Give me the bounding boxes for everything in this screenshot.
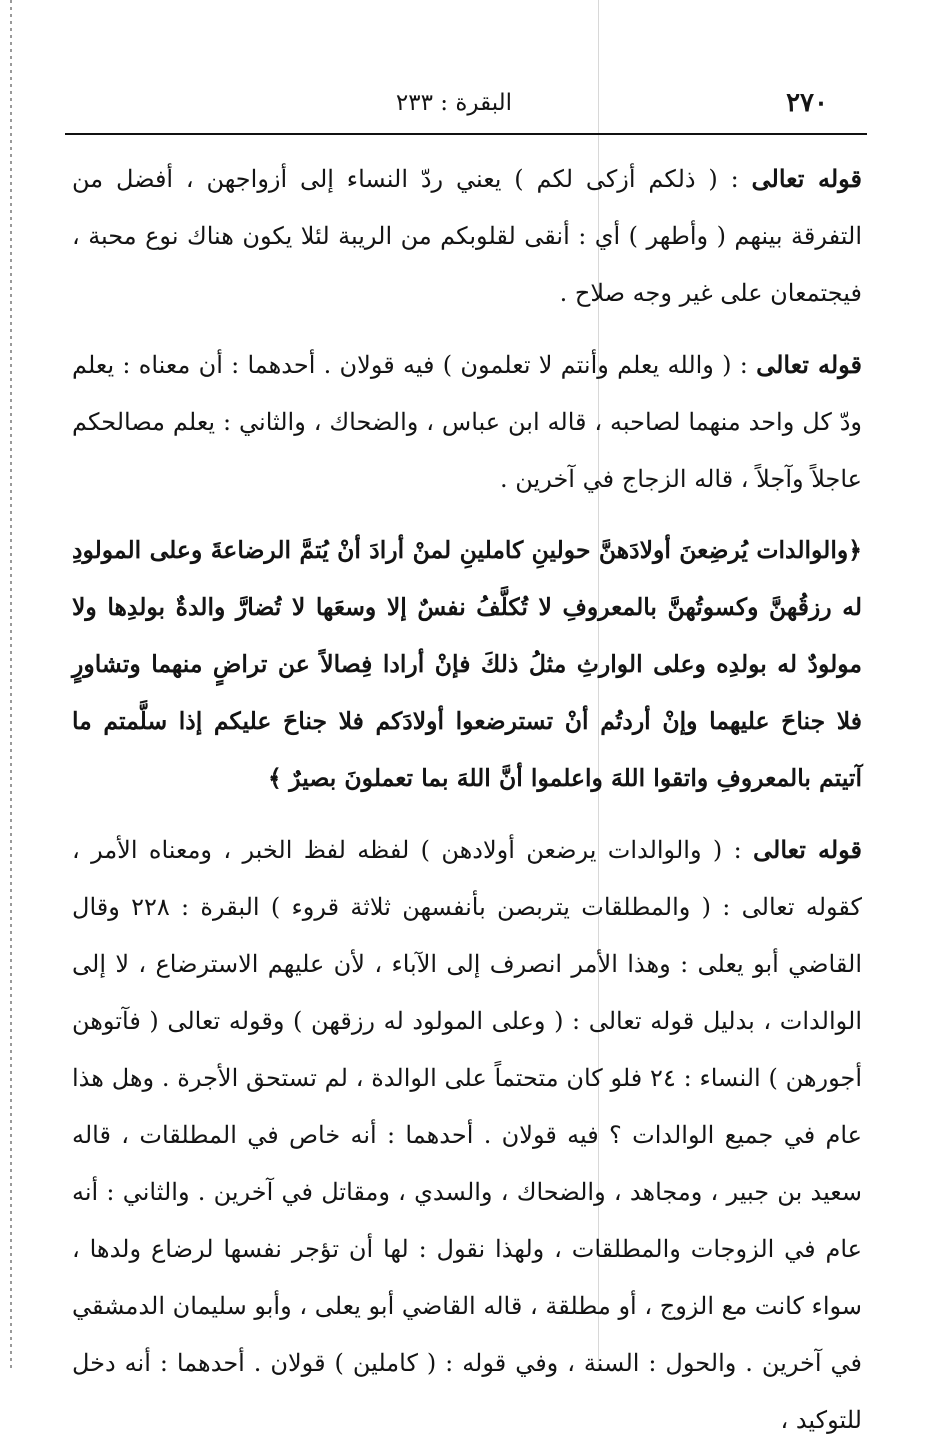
header-title: البقرة : ٢٣٣ bbox=[395, 90, 513, 116]
paragraph-1 bbox=[72, 150, 862, 322]
quran-verse bbox=[72, 522, 862, 807]
paragraph-lead: قوله تعالى bbox=[753, 835, 862, 864]
paragraph-lead: قوله تعالى bbox=[756, 350, 863, 379]
verse-open-ornament: ﴿ bbox=[848, 536, 862, 564]
verse-close-ornament: ﴾ bbox=[268, 764, 282, 792]
paragraph-2 bbox=[72, 336, 862, 508]
header-rule bbox=[65, 133, 867, 135]
paragraph-text: : ( والوالدات يرضعن أولادهن ) لفظه لفظ الخبر ، ومعناه الأمر ، كقوله تعالى : ( والمطلقات يتربصن بأنفسهن ثلاثة قروء ) البقرة : ٢٢٨ وقال القاضي أبو يعلى : وهذا الأمر انصرف إلى الآباء ، لأن عليهم الاسترضاع ، لا إلى الوالدات ، بدليل قوله تعالى : ( وعلى المولود له رزقهن ) وقوله تعالى ( فآتوهن أجورهن ) النساء : ٢٤ فلو كان متحتماً على الوالدة ، لم تستحق الأجرة . وهل هذا عام في جميع الوالدات ؟ فيه قولان . أحدهما : أنه خاص في المطلقات ، قاله سعيد بن جبير ، ومجاهد ، والضحاك ، والسدي ، ومقاتل في آخرين . والثاني : أنه عام في الزوجات والمطلقات ، ولهذا نقول : لها أن تؤجر نفسها لرضاع ولدها ، سواء كانت مع الزوج ، أو مطلقة ، قاله القاضي أبو يعلى ، وأبو سليمان الدمشقي في آخرين . والحول : السنة ، وفي قوله : ( كاملين ) قولان . أحدهما : أنه دخل للتوكيد ، bbox=[72, 836, 862, 1434]
running-head bbox=[72, 86, 836, 122]
verse-text: والوالدات يُرضِعنَ أولادَهنَّ حولينِ كاملينِ لمنْ أرادَ أنْ يُتمَّ الرضاعةَ وعلى المولودِ له رزقُهنَّ وكسوتُهنَّ بالمعروفِ لا تُكلَّفُ نفسٌ إلا وسعَها لا تُضارَّ والدةٌ بولدِها ولا مولودٌ له بولدِه وعلى الوارثِ مثلُ ذلكَ فإنْ أرادا فِصالاً عن تراضٍ منهما وتشاورٍ فلا جناحَ عليهما وإنْ أردتُم أنْ تسترضعوا أولادَكم فلا جناحَ عليكم إذا سلَّمتم ما آتيتم بالمعروفِ واتقوا اللهَ واعلموا أنَّ اللهَ بما تعملونَ بصيرٌ bbox=[72, 536, 862, 792]
paragraph-text: : ( ذلكم أزكى لكم ) يعني ردّ النساء إلى أزواجهن ، أفضل من التفرقة بينهم ( وأطهر ) أي : أنقى لقلوبكم من الريبة لئلا يكون هناك نوع محبة ، فيجتمعان على غير وجه صلاح . bbox=[72, 165, 862, 307]
paragraph-4 bbox=[72, 821, 862, 1449]
paragraph-text: : ( والله يعلم وأنتم لا تعلمون ) فيه قولان . أحدهما : أن معناه : يعلم ودّ كل واحد منهما لصاحبه ، قاله ابن عباس ، والضحاك ، والثاني : يعلم مصالحكم عاجلاً وآجلاً ، قاله الزجاج في آخرين . bbox=[72, 351, 862, 493]
page-number: ٢٧٠ bbox=[786, 88, 828, 118]
paragraph-lead: قوله تعالى bbox=[751, 164, 863, 193]
scan-edge bbox=[10, 0, 12, 1371]
page-body bbox=[72, 150, 862, 1449]
